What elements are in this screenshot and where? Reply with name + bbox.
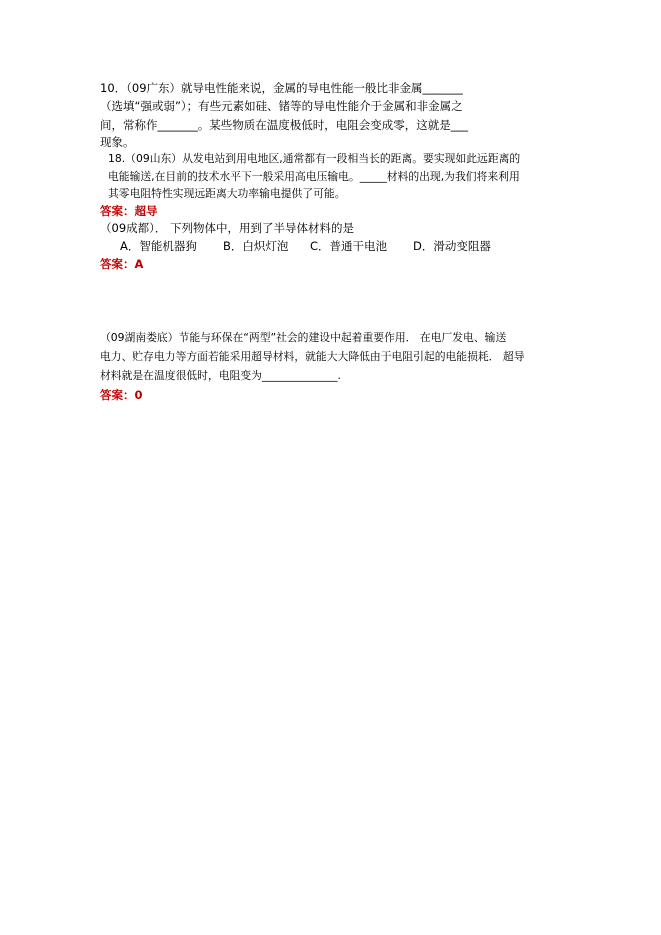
choice-a: A．智能机器狗 bbox=[120, 239, 197, 253]
loudi-line-1: （09湖南娄底）节能与环保在“两型”社会的建设中起着重要作用． 在电厂发电、输送 bbox=[100, 331, 507, 344]
choice-b: B．白炽灯泡 bbox=[223, 239, 289, 253]
q10-line-1: 10．（09广东）就导电性能来说，金属的导电性能一般比非金属_______ bbox=[100, 81, 463, 95]
loudi-line-3: 材料就是在温度很低时，电阻变为______________. bbox=[100, 369, 341, 382]
q18-answer: 答案：超导 bbox=[100, 204, 158, 218]
loudi-line-2: 电力、贮存电力等方面若能采用超导材料，就能大大降低由于电阻引起的电能损耗． 超导 bbox=[100, 350, 525, 363]
q10-line-3: 间，常称作_______。某些物质在温度极低时，电阻会变成零，这就是___ bbox=[100, 118, 468, 132]
chengdu-question-line: （09成都）． 下列物体中，用到了半导体材料的是 bbox=[100, 221, 355, 235]
chengdu-choices bbox=[120, 238, 491, 254]
q10-line-2: （选填“强或弱”）；有些元素如硅、锗等的导电性能介于金属和非金属之 bbox=[100, 99, 463, 113]
q10-line-4: 现象。 bbox=[100, 135, 135, 149]
choice-c: C．普通干电池 bbox=[310, 239, 388, 253]
chengdu-answer: 答案：A bbox=[100, 257, 144, 271]
q18-line-3: 其零电阻特性实现远距离大功率输电提供了可能。 bbox=[108, 187, 346, 200]
q18-line-1: 18.（09山东）从发电站到用电地区,通常都有一段相当长的距离。要实现如此远距离的 bbox=[108, 152, 521, 165]
loudi-answer: 答案：0 bbox=[100, 388, 143, 402]
q18-line-2: 电能输送,在目前的技术水平下一般采用高电压输电。_____材料的出现,为我们将来利用 bbox=[108, 170, 520, 183]
choice-d: D．滑动变阻器 bbox=[413, 239, 491, 253]
